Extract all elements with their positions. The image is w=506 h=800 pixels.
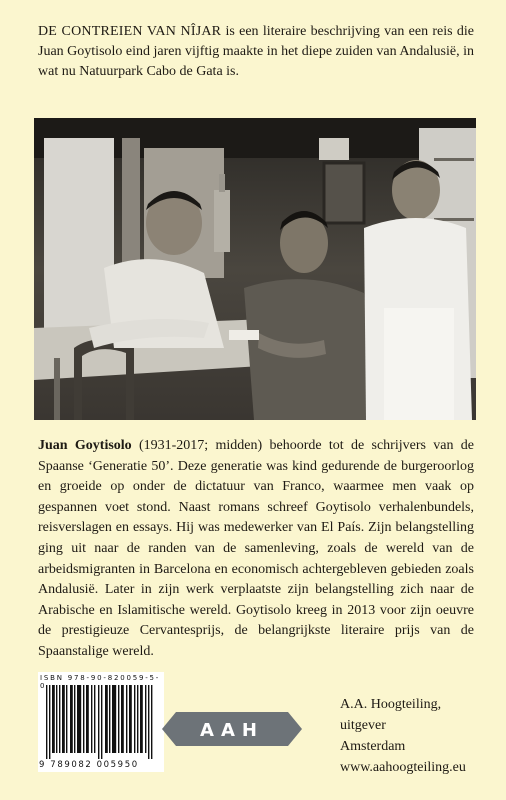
isbn-barcode [38, 672, 164, 772]
author-bio [38, 436, 474, 663]
photo-three-men-in-bar-icon [34, 118, 476, 420]
publisher-city: Amsterdam [340, 739, 406, 754]
intro-text: is een literaire beschrijving van een reis die Juan Goytisolo eind jaren vijftig maakte in het diepe zuiden van Andalusië, in wat nu Natuurpark Cabo de Gata is. [38, 24, 474, 79]
publisher-info [340, 694, 480, 778]
logo-text: AAH [200, 720, 264, 741]
publisher-website[interactable]: www.aahoogteiling.eu [340, 760, 466, 775]
publisher-name: A.A. Hoogteiling, uitgever [340, 697, 442, 733]
author-name: Juan Goytisolo [38, 438, 132, 453]
isbn-digits: 9 789082 005950 [39, 760, 139, 770]
barcode-icon [46, 685, 156, 759]
isbn-label: ISBN 978-90-820059-5-0 [40, 674, 161, 690]
intro-paragraph [38, 22, 474, 82]
bio-text: (1931-2017; midden) behoorde tot de schrijvers van de Spaanse ‘Generatie 50’. Deze generatie was kind gedurende de burgeroorlog en groeide op onder de dictatuur van Franco, waarmee men vaak op gespannen voet stond. Naast romans schreef Goytisolo verhalenbundels, reisverslagen en essays. Hij was medewerker van El País. Zijn belangstelling ging uit naar de randen van de samenleving, zoals de wereld van de arbeidsmigranten in Barcelona en economisch achtergebleven gebieden zoals Andalusië. Later in zijn werk verplaatste zijn belangstelling zich naar de Arabische en Islamitische wereld. Goytisolo kreeg in 2013 voor zijn oeuvre de prestigieuze Cervantesprijs, de belangrijkste literaire prijs van de Spaanstalige wereld. [38, 438, 474, 659]
book-title: DE CONTREIEN VAN NÎJAR [38, 24, 222, 39]
aah-logo-icon [162, 712, 302, 746]
publisher-logo [162, 712, 302, 751]
author-photo [34, 118, 476, 420]
